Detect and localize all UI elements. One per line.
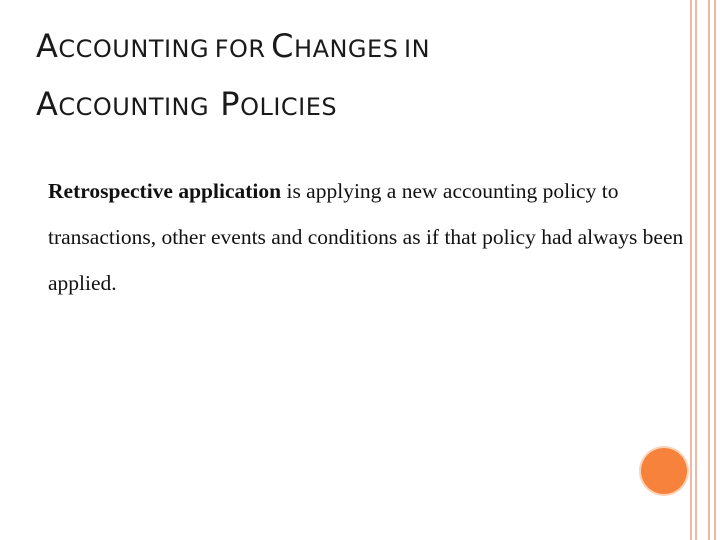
title-word-part: HANGES	[294, 35, 399, 63]
decorative-stripe	[708, 0, 710, 540]
title-capital: P	[220, 85, 241, 123]
title-line-1	[36, 20, 676, 78]
slide-title	[36, 20, 676, 136]
title-word-part: CCOUNTING	[58, 93, 210, 121]
title-word-part: OLICIES	[240, 93, 338, 121]
title-line-2	[36, 78, 676, 136]
decorative-stripe	[714, 0, 716, 540]
orange-circle-icon	[641, 448, 687, 494]
title-capital: A	[36, 27, 59, 65]
definition-text: is applying a new accounting policy to transactions, other events and conditions as if that policy had always been applied.	[48, 179, 684, 295]
definition-paragraph	[48, 168, 688, 306]
title-word-part: CCOUNTING	[58, 35, 210, 63]
title-capital: A	[36, 85, 59, 123]
decorative-stripe	[695, 0, 697, 540]
defined-term: Retrospective application	[48, 179, 282, 203]
title-word: FOR	[214, 35, 266, 63]
decorative-stripe	[690, 0, 692, 540]
title-word: IN	[404, 35, 431, 63]
title-capital: C	[271, 27, 295, 65]
